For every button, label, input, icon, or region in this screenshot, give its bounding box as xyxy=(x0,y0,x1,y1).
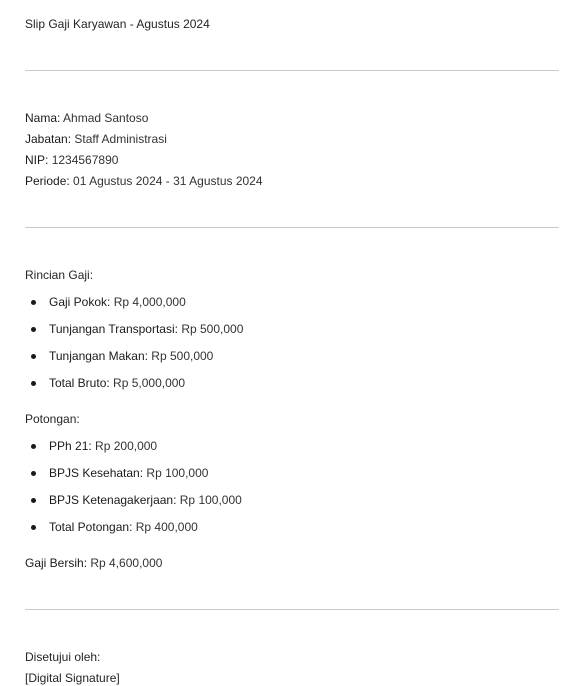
bullet-icon xyxy=(31,498,36,503)
divider xyxy=(25,70,559,71)
divider xyxy=(25,227,559,228)
earning-label: Tunjangan Transportasi: xyxy=(49,322,178,336)
earning-value: Rp 5,000,000 xyxy=(113,376,186,390)
bullet-icon xyxy=(31,471,36,476)
earning-value: Rp 500,000 xyxy=(151,349,214,363)
earning-label: Total Bruto: xyxy=(49,376,110,390)
pay-period-label: Periode: xyxy=(25,174,70,188)
bullet-icon xyxy=(31,444,36,449)
pay-period-value: 01 Agustus 2024 - 31 Agustus 2024 xyxy=(73,174,263,188)
deduction-label: PPh 21: xyxy=(49,439,92,453)
divider xyxy=(25,609,559,610)
employee-position-label: Jabatan: xyxy=(25,132,72,146)
employee-name-label: Nama: xyxy=(25,111,61,125)
digital-signature: [Digital Signature] xyxy=(25,671,120,685)
net-salary-value: Rp 4,600,000 xyxy=(90,556,163,570)
deduction-label: BPJS Kesehatan: xyxy=(49,466,144,480)
bullet-icon xyxy=(31,300,36,305)
bullet-icon xyxy=(31,525,36,530)
employee-position-row xyxy=(25,131,167,147)
net-salary-label: Gaji Bersih: xyxy=(25,556,88,570)
earning-value: Rp 500,000 xyxy=(181,322,244,336)
earning-value: Rp 4,000,000 xyxy=(113,295,186,309)
earning-label: Tunjangan Makan: xyxy=(49,349,148,363)
deduction-value: Rp 400,000 xyxy=(135,520,198,534)
pay-period-row xyxy=(25,173,263,189)
deduction-value: Rp 100,000 xyxy=(179,493,242,507)
employee-nip-row xyxy=(25,152,118,168)
net-salary-row xyxy=(25,555,162,571)
deduction-value: Rp 200,000 xyxy=(95,439,158,453)
employee-position-value: Staff Administrasi xyxy=(74,132,167,146)
employee-nip-label: NIP: xyxy=(25,153,49,167)
bullet-icon xyxy=(31,381,36,386)
deductions-heading: Potongan: xyxy=(25,412,80,426)
document-title: Slip Gaji Karyawan - Agustus 2024 xyxy=(25,17,210,31)
approval-label: Disetujui oleh: xyxy=(25,650,101,664)
employee-nip-value: 1234567890 xyxy=(51,153,119,167)
deduction-label: BPJS Ketenagakerjaan: xyxy=(49,493,177,507)
deduction-label: Total Potongan: xyxy=(49,520,133,534)
bullet-icon xyxy=(31,354,36,359)
earning-label: Gaji Pokok: xyxy=(49,295,111,309)
deduction-value: Rp 100,000 xyxy=(146,466,209,480)
employee-name-value: Ahmad Santoso xyxy=(63,111,149,125)
employee-name-row xyxy=(25,110,148,126)
bullet-icon xyxy=(31,327,36,332)
earnings-heading: Rincian Gaji: xyxy=(25,268,94,282)
